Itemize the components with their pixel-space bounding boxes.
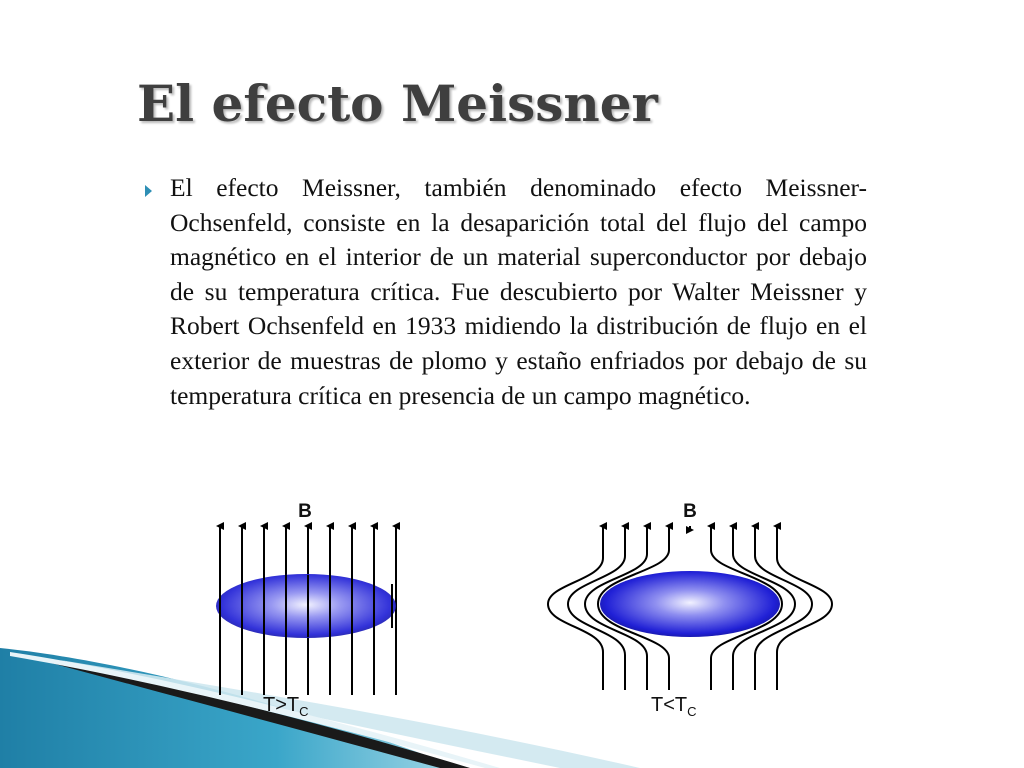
- temp-label-superconducting-sub: C: [687, 704, 697, 719]
- temp-label-superconducting-main: T<T: [651, 694, 688, 716]
- temp-label-normal: [263, 694, 309, 719]
- slide-title: El efecto Meissner: [137, 74, 658, 133]
- bullet-paragraph: El efecto Meissner, también denominado efecto Meissner-Ochsenfeld, consiste en la desaparición total del flujo del campo magnético en el interior de un material superconductor por debajo de su temperatura crítica. Fue descubierto por Walter Meissner y Robert Ochsenfeld en 1933 midiendo la distribución de flujo en el exterior de muestras de plomo y estaño enfriados por debajo de su temperatura crítica en presencia de un campo magnético.: [170, 173, 867, 410]
- field-label-normal: B: [298, 501, 312, 522]
- temp-label-normal-sub: C: [299, 704, 309, 719]
- temp-label-normal-main: T>T: [263, 694, 300, 716]
- superconducting-state-panel: [548, 501, 832, 719]
- field-label-superconducting: B: [683, 501, 697, 522]
- temp-label-superconducting: [651, 694, 697, 719]
- sample-superconducting: [600, 571, 780, 637]
- normal-state-panel: [216, 501, 396, 719]
